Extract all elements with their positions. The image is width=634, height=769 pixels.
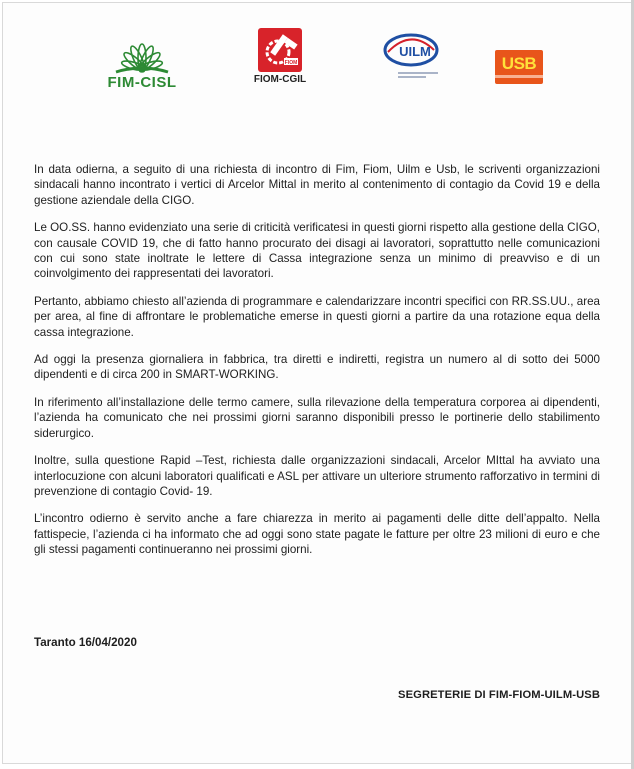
uilm-logo [380,32,442,82]
usb-emblem [495,50,543,84]
fiom-emblem [258,28,302,72]
paragraph-incontri: Pertanto, abbiamo chiesto all’azienda di programmare e calendarizzare incontri specifici con RR.SS.UU., area per area, al fine di affrontare le problematiche emerse in questi giorni a partire da una rotazione equa della cassa integrazione. [34,294,600,339]
paragraph-pagamenti: L’incontro odierno è servito anche a fare chiarezza in merito ai pagamenti delle ditte dell’appalto. Nella fattispecie, l’azienda ci ha informato che ad oggi sono state pagate le fatture per oltre 23 milioni di euro e che gli stessi pagamenti continueranno nei prossimi giorni. [34,512,600,557]
fiom-emblem-text: FIOM [284,60,298,66]
gear-hammer-icon [258,28,302,72]
paragraph-criticita: Le OO.SS. hanno evidenziato una serie di criticità verificatesi in questi giorni rispetto alla gestione della CIGO, con causale COVID 19, che di fatto hanno procurato dei disagi ai lavoratori, soprattutto nelle comunicazioni con cui sono state inoltrate le lettere di Cassa integrazione senza un minimo di preavviso e di un coinvolgimento dei rappresentati dei lavoratori. [34,221,600,281]
paragraph-rapid-test: Inoltre, sulla questione Rapid –Test, richiesta dalle organizzazioni sindacali, Arcelor MIttal ha avviato una interlocuzione con alcuni laboratori qualificati e ASL per attivare un ulteriore strumento rafforzativo in termini di prevenzione di contagio Covid- 19. [34,454,600,498]
paragraph-meeting: In data odierna, a seguito di una richiesta di incontro di Fim, Fiom, Uilm e Usb, le scriventi organizzazioni sindacali hanno incontrato i vertici di Arcelor Mittal in merito al contenimento di contagio da Covid 19 e della gestione aziendale della CIGO. [34,163,600,207]
paragraph-termo-camere: In riferimento all’installazione delle termo camere, sulla rilevazione della temperatura corporea ai dipendenti, l’azienda ha comunicato che nei prossimi giorni saranno disponibili presso le portinerie dello stabilimento siderurgico. [34,395,600,440]
uilm-emblem-icon [380,32,442,72]
flower-icon [110,28,174,74]
usb-subtitle [495,75,543,78]
uilm-text: UILM [399,44,431,59]
fim-cisl-logo [96,28,188,92]
letter-body [34,162,600,570]
usb-text: USB [501,54,537,73]
letter-date: Taranto 16/04/2020 [34,636,137,649]
fim-cisl-text: FIM-CISL [107,74,177,91]
fiom-cgil-logo [250,28,310,92]
uilm-subtitle [398,70,438,78]
letter-signature: SEGRETERIE DI FIM-FIOM-UILM-USB [398,689,600,701]
fiom-cgil-text: FIOM-CGIL [253,74,307,85]
paragraph-presenza: Ad oggi la presenza giornaliera in fabbrica, tra diretti e indiretti, registra un numero al di sotto dei 5000 dipendenti e di circa 200 in SMART-WORKING. [34,353,600,382]
usb-logo [495,50,543,98]
logos-header [0,24,634,104]
